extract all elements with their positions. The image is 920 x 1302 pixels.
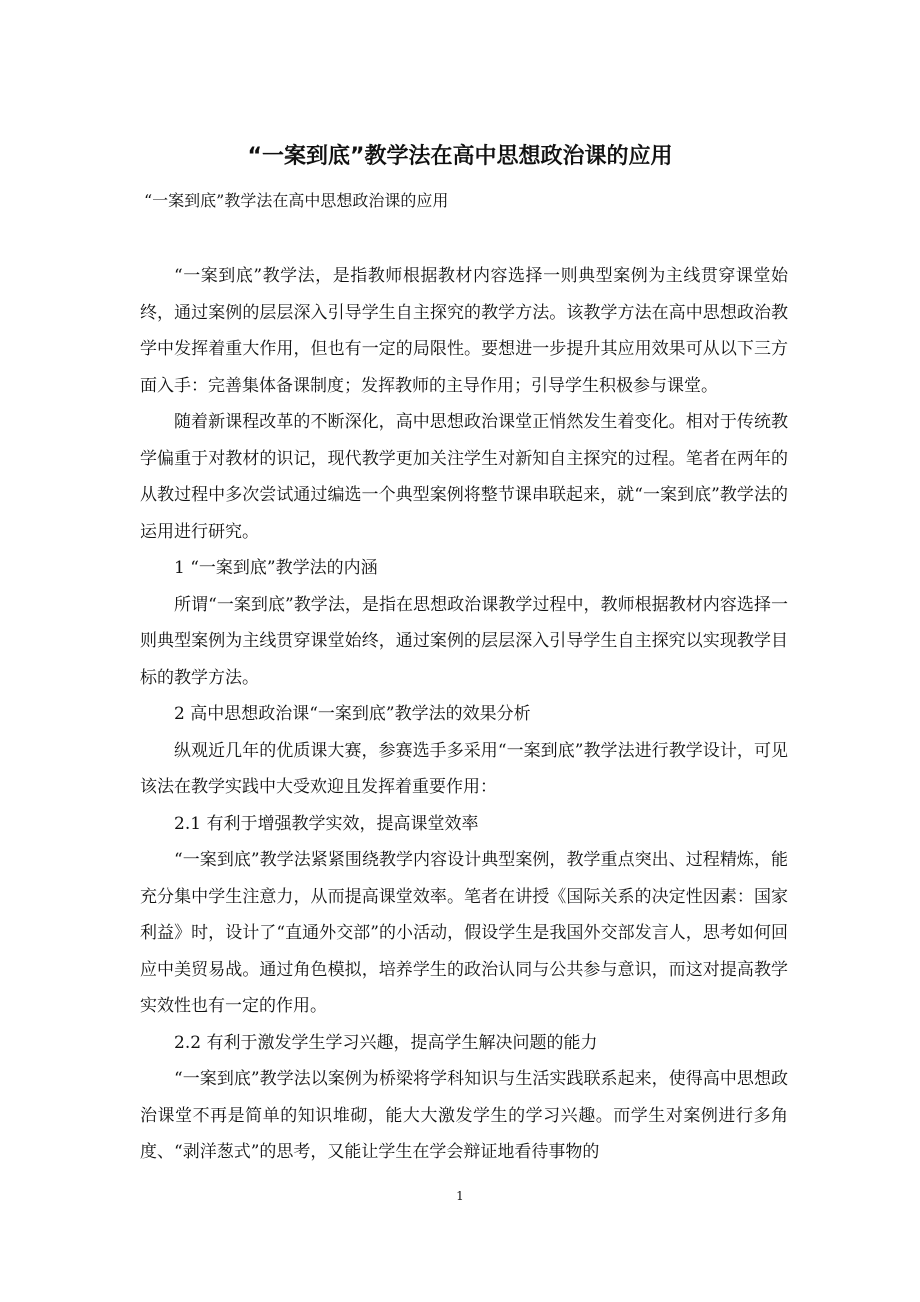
abstract-paragraph: “一案到底”教学法，是指教师根据教材内容选择一则典型案例为主线贯穿课堂始终，通过案例的层层深入引导学生自主探究的教学方法。该教学方法在高中思想政治教学中发挥着重大作用，但也有一定的局限性。要想进一步提升其应用效果可从以下三方面入手：完善集体备课制度；发挥教师的主导作用；引导学生积极参与课堂。 <box>140 266 788 396</box>
section-heading-1: 1 “一案到底”教学法的内涵 <box>174 558 378 578</box>
document-title: “一案到底”教学法在高中思想政治课的应用 <box>247 144 673 169</box>
section-heading-2: 2 高中思想政治课“一案到底”教学法的效果分析 <box>174 704 531 724</box>
body-paragraph: “一案到底”教学法以案例为桥梁将学科知识与生活实践联系起来，使得高中思想政治课堂不再是简单的知识堆砌，能大大激发学生的学习兴趣。而学生对案例进行多角度、“剥洋葱式”的思考，又能让学生在学会辩证地看待事物的 <box>140 1069 788 1162</box>
body-paragraph: 纵观近几年的优质课大赛，参赛选手多采用“一案到底”教学法进行教学设计，可见该法在教学实践中大受欢迎且发挥着重要作用： <box>140 740 788 797</box>
page-number: 1 <box>456 1189 464 1203</box>
subsection-heading-2-1: 2.1 有利于增强教学实效，提高课堂效率 <box>174 813 479 834</box>
intro-paragraph: 随着新课程改革的不断深化，高中思想政治课堂正悄然发生着变化。相对于传统教学偏重于对教材的识记，现代教学更加关注学生对新知自主探究的过程。笔者在两年的从教过程中多次尝试通过编选一个典型案例将整节课串联起来，就“一案到底”教学法的运用进行研究。 <box>140 412 788 542</box>
body-paragraph: 所谓“一案到底”教学法，是指在思想政治课教学过程中，教师根据教材内容选择一则典型案例为主线贯穿课堂始终，通过案例的层层深入引导学生自主探究以实现教学目标的教学方法。 <box>140 594 788 688</box>
document-body <box>140 258 788 1171</box>
body-paragraph: “一案到底”教学法紧紧围绕教学内容设计典型案例，教学重点突出、过程精炼，能充分集中学生注意力，从而提高课堂效率。笔者在讲授《国际关系的决定性因素：国家利益》时，设计了“直通外交部”的小活动，假设学生是我国外交部发言人，思考如何回应中美贸易战。通过角色模拟，培养学生的政治认同与公共参与意识，而这对提高教学实效性也有一定的作用。 <box>140 850 788 1016</box>
subsection-heading-2-2: 2.2 有利于激发学生学习兴趣，提高学生解决问题的能力 <box>174 1032 598 1053</box>
document-subtitle: “一案到底”教学法在高中思想政治课的应用 <box>144 191 449 210</box>
